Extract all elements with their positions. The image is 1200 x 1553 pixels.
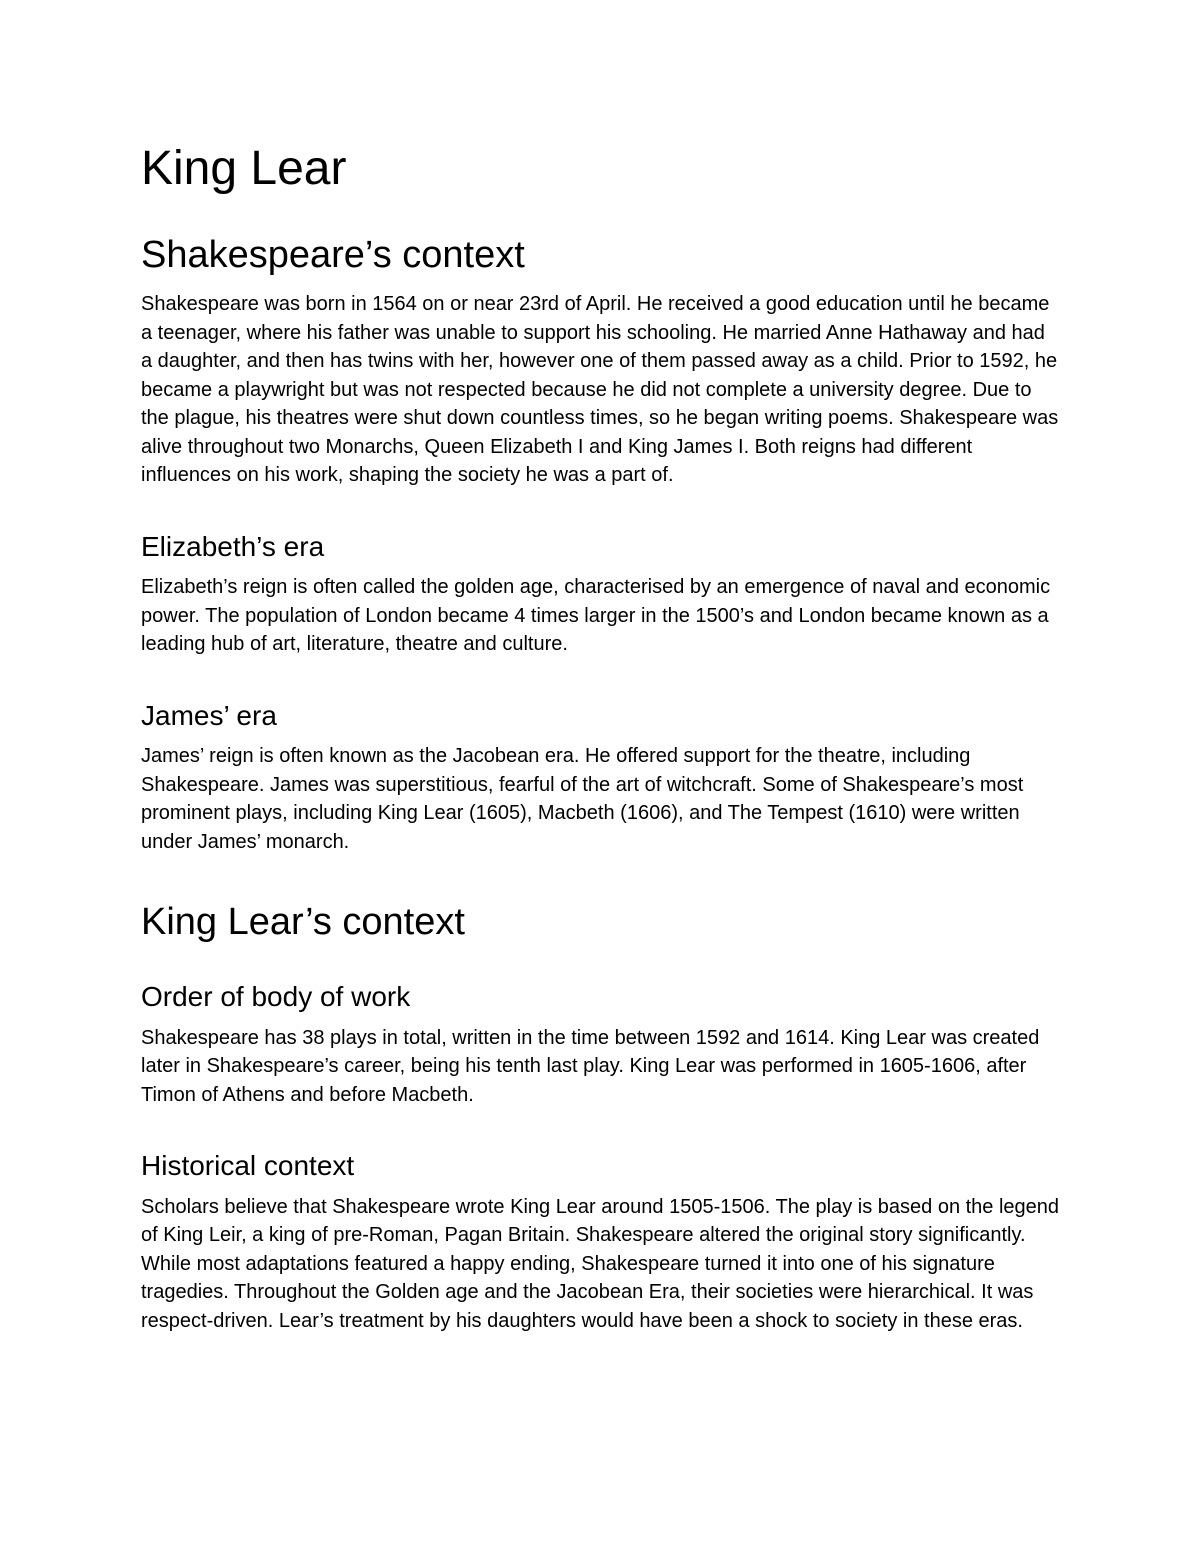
heading-king-lears-context: King Lear’s context — [141, 901, 465, 944]
paragraph-shakespeares-context: Shakespeare was born in 1564 on or near 23rd of April. He received a good education until he became a teenager, where his father was unable to support his schooling. He married Anne Hathaway and had a daughter, and then has twins with her, however one of them passed away as a child. Prior to 1592, he became a playwright but was not respected because he did not complete a university degree. Due to the plague, his theatres were shut down countless times, so he began writing poems. Shakespeare was alive throughout two Monarchs, Queen Elizabeth I and King James I. Both reigns had different influences on his work, shaping the society he was a part of. — [141, 293, 1059, 487]
paragraph-james-era: James’ reign is often known as the Jacobean era. He offered support for the theatre, including Shakespeare. James was superstitious, fearful of the art of witchcraft. Some of Shakespeare’s most prominent plays, including King Lear (1605), Macbeth (1606), and The Tempest (1610) were written under James’ monarch. — [141, 745, 1024, 853]
heading-elizabeths-era: Elizabeth’s era — [141, 530, 325, 562]
paragraph-order-of-body-of-work: Shakespeare has 38 plays in total, written in the time between 1592 and 1614. King Lear was created later in Shakespeare’s career, being his tenth last play. King Lear was performed in 1605-1606, after Timon of Athens and before Macbeth. — [141, 1026, 1040, 1106]
paragraph-elizabeths-era: Elizabeth’s reign is often called the golden age, characterised by an emergence of naval and economic power. The population of London became 4 times larger in the 1500’s and London became known as a leading hub of art, literature, theatre and culture. — [141, 576, 1051, 656]
document-page — [141, 140, 1061, 1335]
paragraph-historical-context: Scholars believe that Shakespeare wrote King Lear around 1505-1506. The play is based on the legend of King Leir, a king of pre-Roman, Pagan Britain. Shakespeare altered the original story significantly. While most adaptations featured a happy ending, Shakespeare turned it into one of his signature tragedies. Throughout the Golden age and the Jacobean Era, their societies were hierarchical. It was respect-driven. Lear’s treatment by his daughters would have been a shock to society in these eras. — [141, 1195, 1060, 1332]
heading-shakespeares-context: Shakespeare’s context — [141, 233, 525, 276]
document-title: King Lear — [141, 142, 347, 195]
heading-order-of-body-of-work: Order of body of work — [141, 980, 411, 1012]
heading-historical-context: Historical context — [141, 1150, 355, 1182]
heading-james-era: James’ era — [141, 699, 277, 731]
